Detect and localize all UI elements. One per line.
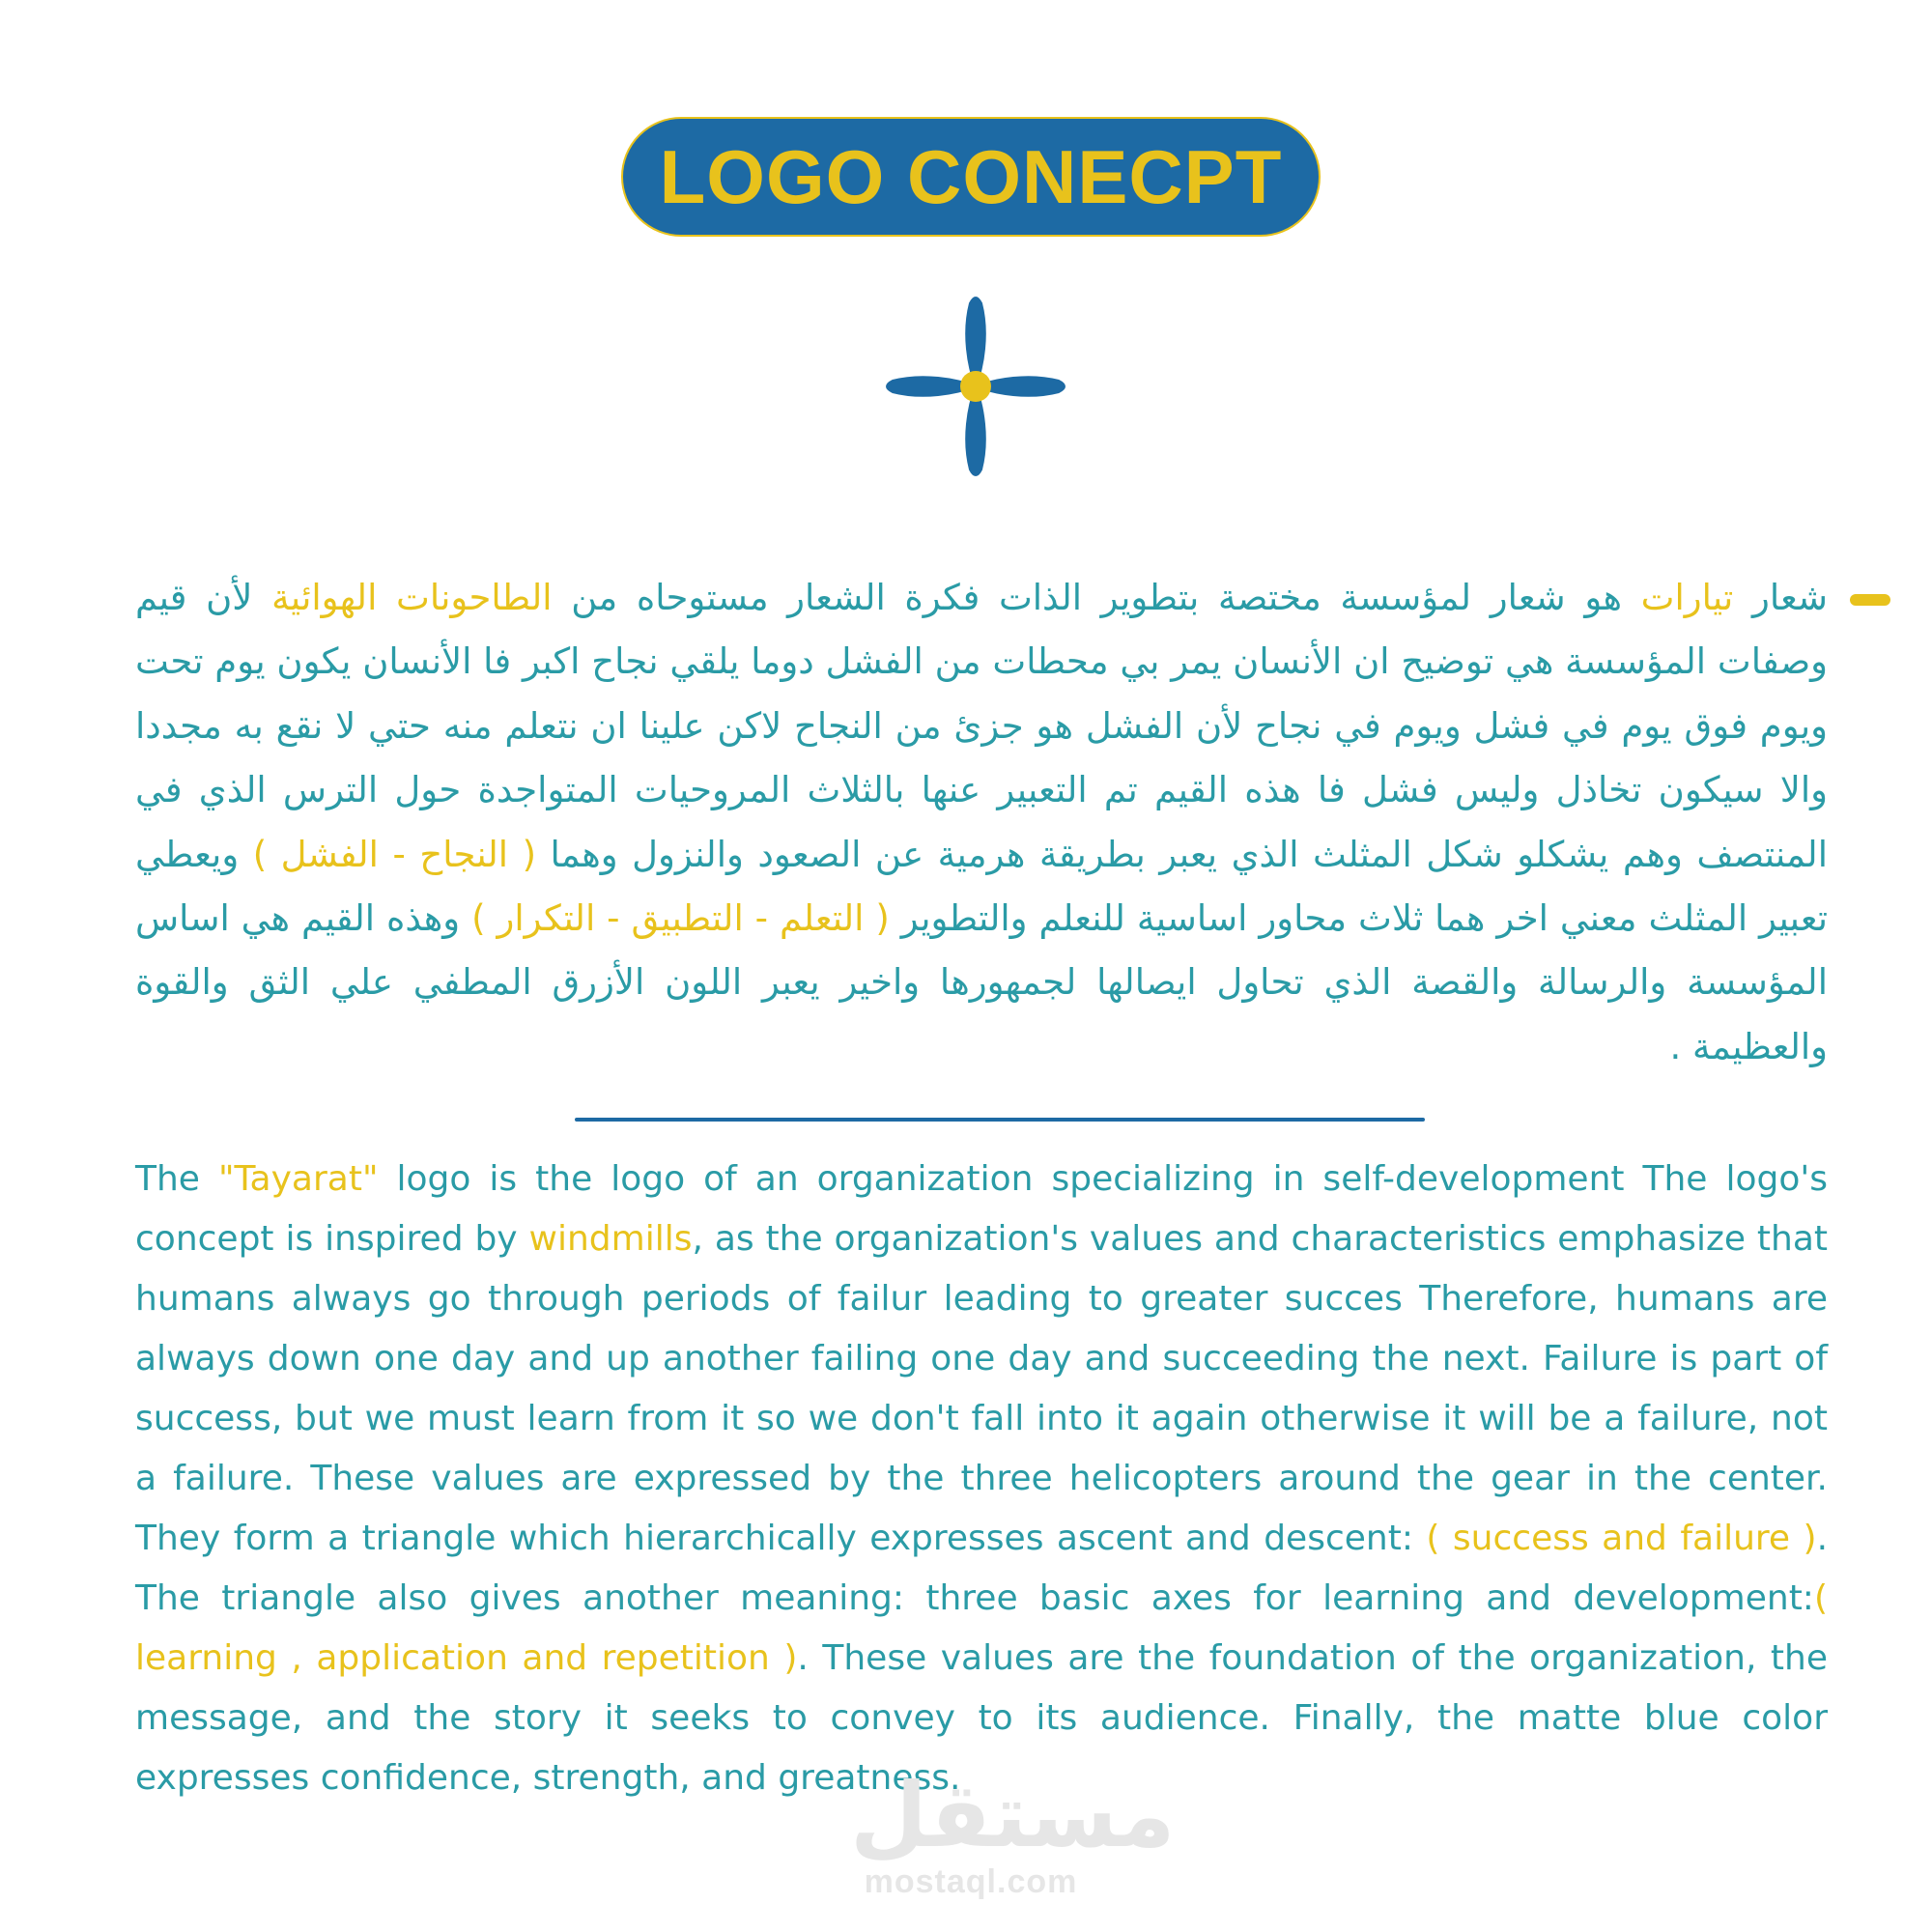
en-text: . These values are the foundation of the organization, the message, and the story it seeks to convey to its audience. Finally, the matte blue color expresses confidence, strength, and greatness. bbox=[135, 1638, 1828, 1798]
english-description bbox=[135, 1150, 1828, 1808]
en-text: The bbox=[135, 1159, 218, 1199]
ar-highlight-success-failure: ( النجاح - الفشل ) bbox=[252, 833, 537, 875]
ar-text: هو شعار لمؤسسة مختصة بتطوير الذات فكرة الشعار مستوحاه من bbox=[552, 577, 1641, 618]
arabic-description bbox=[135, 566, 1828, 1079]
en-highlight-tayarat: "Tayarat" bbox=[217, 1159, 379, 1199]
en-text: , as the organization's values and characteristics emphasize that humans always go through periods of failur leading to greater succes Therefore, humans are always down one day and up another failing one day and succeeding the next. Failure is part of success, but we must learn from it so we don't fall into it again otherwise it will be a failure, not a failure. These values are expressed by the three helicopters around the gear in the center. They form a triangle which hierarchically expresses ascent and descent: bbox=[135, 1219, 1828, 1558]
bullet-marker bbox=[1850, 594, 1890, 606]
ar-text: ويعطي تعبير المثلث معني اخر هما ثلاث محاور اساسية للنعلم والتطوير bbox=[135, 833, 1828, 940]
en-text: logo is the logo of an organization specializing in self-development The logo's concept is inspired by bbox=[135, 1159, 1828, 1259]
windmill-propeller-icon bbox=[879, 290, 1072, 483]
en-highlight-windmills: windmills bbox=[528, 1219, 693, 1259]
page-title: LOGO CONECPT bbox=[659, 134, 1283, 219]
en-highlight-learning-axes: ( learning , application and repetition ) bbox=[135, 1578, 1828, 1678]
section-divider bbox=[575, 1118, 1425, 1122]
title-banner bbox=[621, 117, 1321, 237]
ar-text: وهذه القيم هي اساس المؤسسة والرسالة والقصة الذي تحاول ايصالها لجمهورها واخير يعبر اللون الأزرق المطفي علي الثق والقوة والعظيمة . bbox=[135, 897, 1828, 1067]
ar-highlight-windmills: الطاحونات الهوائية bbox=[271, 577, 553, 618]
mostaql-watermark bbox=[850, 1764, 1176, 1900]
en-highlight-success-failure: ( success and failure ) bbox=[1426, 1519, 1817, 1558]
ar-text: شعار bbox=[1733, 577, 1828, 618]
ar-highlight-learning-axes: ( التعلم - التطبيق - التكرار ) bbox=[471, 897, 890, 940]
ar-highlight-tayarat: تيارات bbox=[1640, 577, 1734, 618]
en-text: . The triangle also gives another meaning: three basic axes for learning and development: bbox=[135, 1519, 1829, 1618]
watermark-arabic-logo: مستقل bbox=[850, 1764, 1176, 1867]
propeller-hub bbox=[960, 371, 991, 402]
watermark-url: mostaql.com bbox=[864, 1863, 1078, 1900]
ar-text: لأن قيم وصفات المؤسسة هي توضيح ان الأنسان يمر بي محطات من الفشل دوما يلقي نجاح اكبر فا الأنسان يكون يوم تحت ويوم فوق يوم في فشل ويوم في نجاح لأن الفشل هو جزئ من النجاح لاكن علينا ان نتعلم منه حتي لا نقع به مجددا والا سيكون تخاذل وليس فشل فا هذه القيم تم التعبير عنها بالثلاث المروحيات المتواجدة حول الترس الذي في المنتصف وهم يشكلو شكل المثلث الذي يعبر بطريقة هرمية عن الصعود والنزول وهما bbox=[135, 577, 1828, 875]
